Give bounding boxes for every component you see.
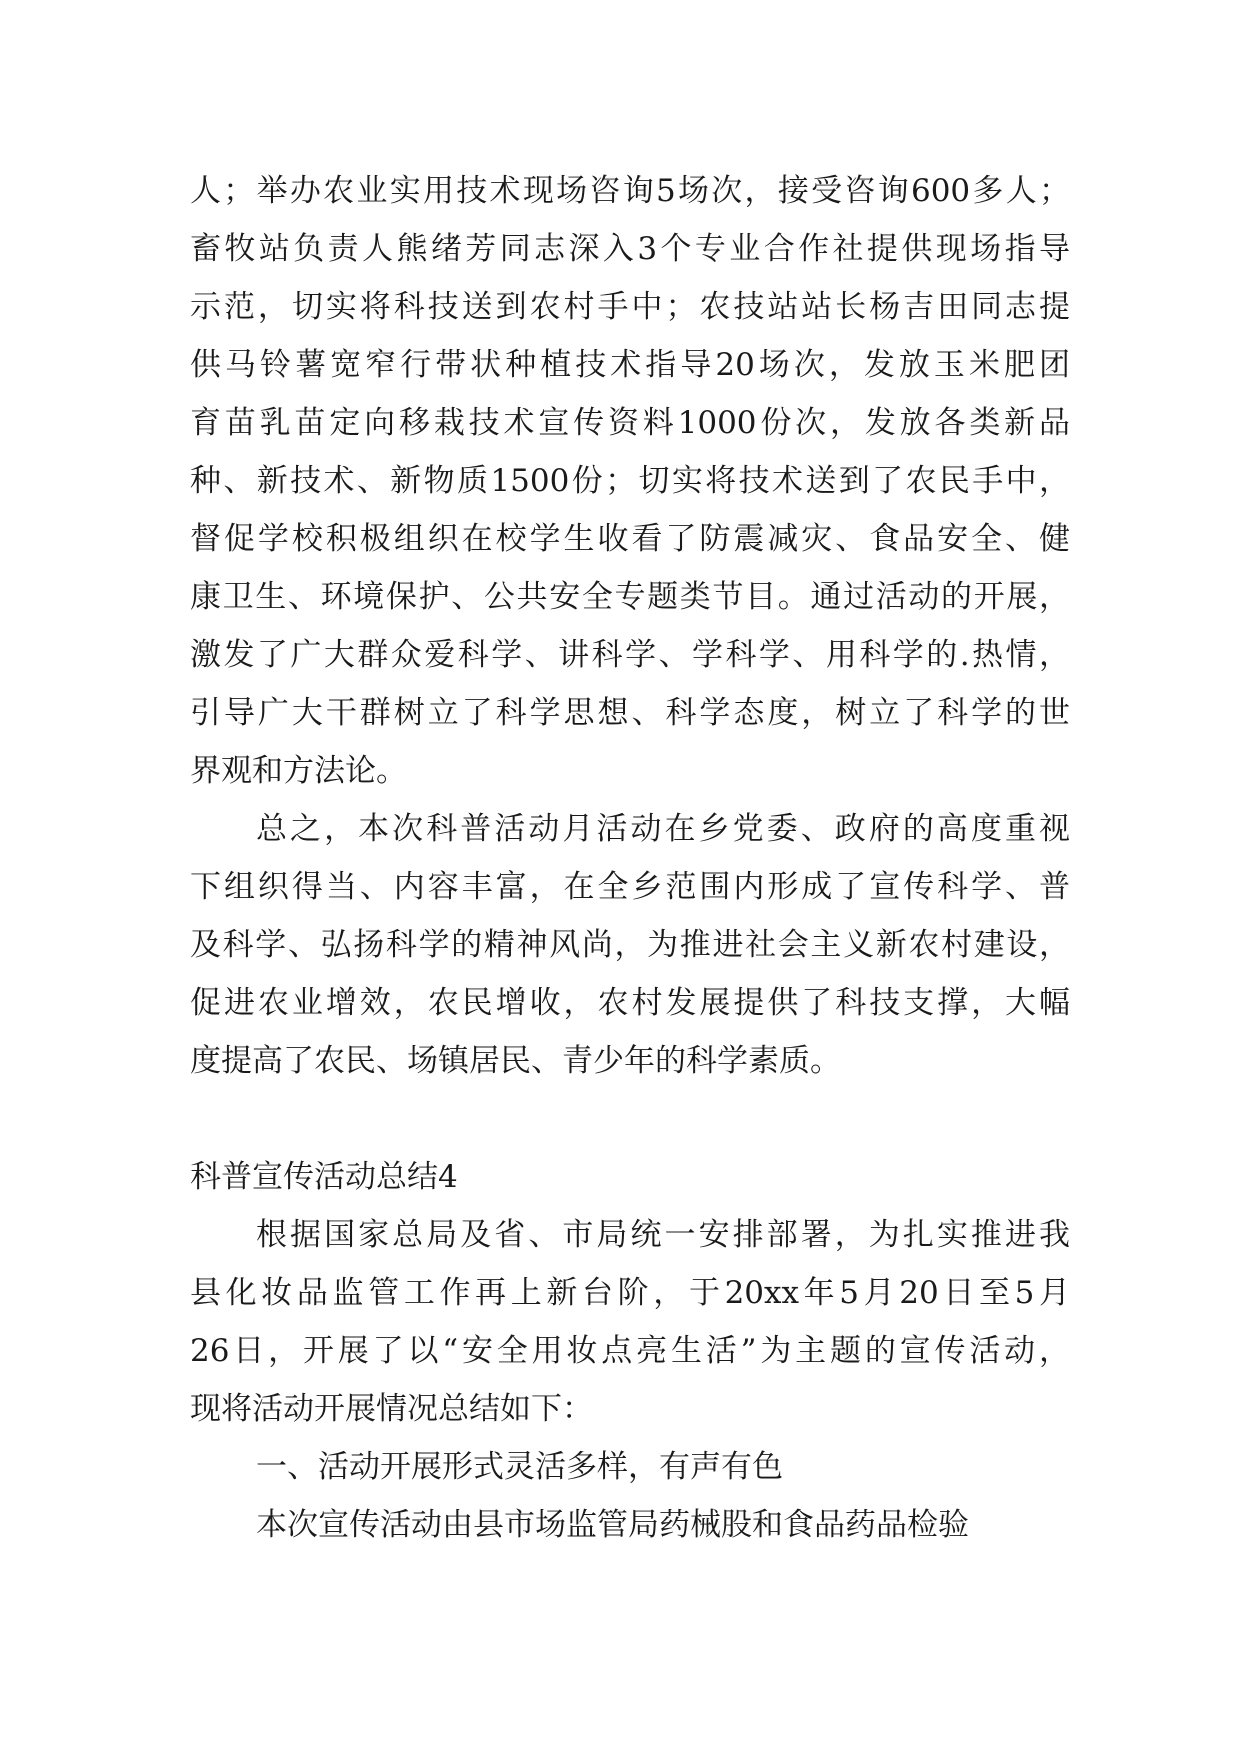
text-line: 促进农业增效，农民增收，农村发展提供了科技支撑，大幅	[190, 985, 1070, 1021]
text-line: 界观和方法论。	[190, 753, 407, 789]
text-line: 育苗乳苗定向移栽技术宣传资料1000份次，发放各类新品	[190, 405, 1070, 441]
text-line: 本次宣传活动由县市场监管局药械股和食品药品检验	[256, 1507, 969, 1543]
text-line: 现将活动开展情况总结如下：	[190, 1391, 593, 1427]
subheading: 一、活动开展形式灵活多样，有声有色	[256, 1449, 783, 1485]
text-line: 及科学、弘扬科学的精神风尚，为推进社会主义新农村建设，	[190, 927, 1070, 963]
paragraph-conclusion	[190, 800, 1070, 1090]
text-line: 督促学校积极组织在校学生收看了防震减灾、食品安全、健	[190, 521, 1070, 557]
text-line: 畜牧站负责人熊绪芳同志深入3个专业合作社提供现场指导	[190, 231, 1070, 267]
text-line: 下组织得当、内容丰富，在全乡范围内形成了宣传科学、普	[190, 869, 1070, 905]
text-line: 根据国家总局及省、市局统一安排部署，为扎实推进我	[256, 1217, 1070, 1253]
text-line: 总之，本次科普活动月活动在乡党委、政府的高度重视	[256, 811, 1070, 847]
text-line: 县化妆品监管工作再上新台阶，于20xx年5月20日至5月	[190, 1275, 1070, 1311]
text-line: 示范，切实将科技送到农村手中；农技站站长杨吉田同志提	[190, 289, 1070, 325]
text-line: 供马铃薯宽窄行带状种植技术指导20场次，发放玉米肥团	[190, 347, 1070, 383]
text-line: 引导广大干群树立了科学思想、科学态度，树立了科学的世	[190, 695, 1070, 731]
paragraph-science-outreach-results	[190, 162, 1070, 800]
text-line: 康卫生、环境保护、公共安全专题类节目。通过活动的开展，	[190, 579, 1070, 615]
text-line: 度提高了农民、场镇居民、青少年的科学素质。	[190, 1043, 841, 1079]
text-line: 26日，开展了以“安全用妆点亮生活”为主题的宣传活动，	[190, 1333, 1070, 1369]
text-line: 激发了广大群众爱科学、讲科学、学科学、用科学的.热情，	[190, 637, 1070, 673]
paragraph-spacer	[190, 1090, 1070, 1148]
text-line: 人；举办农业实用技术现场咨询5场次，接受咨询600多人；	[190, 173, 1070, 209]
text-line: 种、新技术、新物质1500份；切实将技术送到了农民手中，	[190, 463, 1070, 499]
paragraph-cosmetics-campaign-intro	[190, 1206, 1070, 1438]
paragraph-campaign-organizers	[190, 1496, 1070, 1554]
document-page	[190, 162, 1070, 1554]
section-title: 科普宣传活动总结4	[190, 1159, 458, 1195]
